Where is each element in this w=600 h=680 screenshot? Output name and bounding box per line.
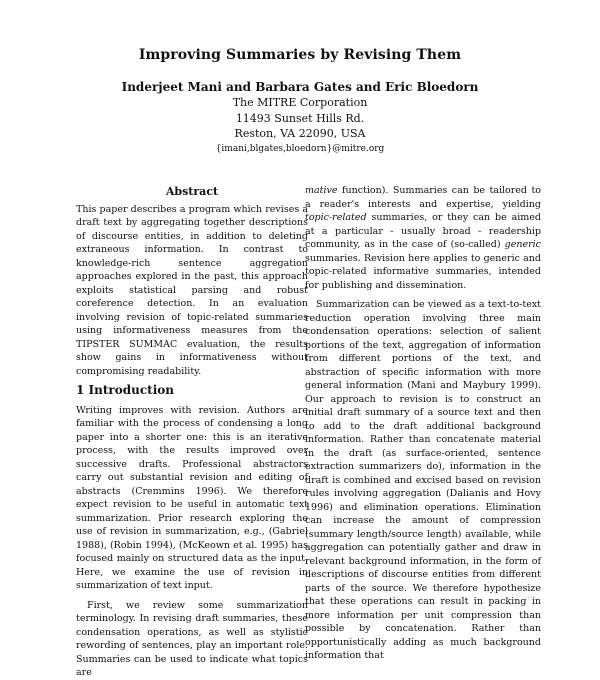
italic-generic: generic <box>504 239 541 250</box>
abstract-text: This paper describes a program which revises a draft text by aggregating together descriptions of discourse entities, in addition to deleting extraneous information. In contrast to knowledge-rich sentence aggregation approaches explored in the past, this approach exploits statistical parsing and robust coreference detection. In an evaluation involving revision of topic-related summaries using informativeness measures from the TIPSTER SUMMAC evaluation, the results show gains in informativeness without compromising readability. <box>76 203 308 377</box>
affiliation-city: Reston, VA 22090, USA <box>234 127 366 140</box>
section-heading-introduction: 1 Introduction <box>76 383 174 397</box>
right-p1-text-3: summaries. Revision here applies to generic and topic-related informative summaries, intended for publishing and dissemination. <box>305 252 541 291</box>
italic-topic-related: topic-related <box>305 212 367 223</box>
right-p1-text-1: function). Summaries can be tailored to a reader's interests and expertise, yielding <box>305 185 541 210</box>
right-paragraph-1 <box>305 184 541 292</box>
intro-paragraph-2: First, we review some summarization terminology. In revising draft summaries, these condensation operations, as well as stylistic rewording of sentences, play an important role. Summaries can be used to indicate what topics are <box>76 599 308 678</box>
right-paragraph-2: Summarization can be viewed as a text-to-text reduction operation involving three main condensation operations: selection of salient portions of the text, aggregation of information from different portions of the text, and abstraction of specific information with more general information (Mani and Maybury 1999). Our approach to revision is to construct an initial draft summary of a source text and then to add to the draft additional background information. Rather than concatenate material in the draft (as surface-oriented, sentence extraction summarizers do), information in the draft is combined and excised based on revision rules involving aggregation (Dalianis and Hovy 1996) and elimination operations. Elimination can increase the amount of compression (summary length/source length) available, while aggregation can potentially gather and draw in relevant background information, in the form of descriptions of discourse entities from different parts of the source. We therefore hypothesize that these operations can result in packing in more information per unit compression than possible by concatenation. Rather than opportunistically adding as much background information that <box>305 299 541 661</box>
right-p1-text-2: summaries, or they can be aimed at a particular - usually broad - readership community, as in the case of (so-called) <box>305 212 541 250</box>
left-column <box>76 185 308 680</box>
abstract-heading: Abstract <box>165 185 219 198</box>
affiliation-block <box>0 95 600 157</box>
author-list: Inderjeet Mani and Barbara Gates and Eric Bloedorn <box>121 80 479 94</box>
intro-paragraph-1: Writing improves with revision. Authors are familiar with the process of condensing a long paper into a shorter one: this is an iterative process, with the results improved over successive drafts. Professional abstractors carry out substantial revision and editing of abstracts (Cremmins 1996). We therefore expect revision to be useful in automatic text summarization. Prior research exploring the use of revision in summarization, e.g., (Gabriel 1988), (Robin 1994), (McKeown et al. 1995) has focused mainly on structured data as the input. Here, we examine the use of revision in summarization of text input. <box>76 404 308 591</box>
right-column <box>305 184 541 663</box>
paper-title: Improving Summaries by Revising Them <box>138 47 462 63</box>
affiliation-email: {imani,blgates,bloedorn}@mitre.org <box>215 143 385 154</box>
italic-mative: mative <box>305 185 338 196</box>
affiliation-street: 11493 Sunset Hills Rd. <box>235 111 365 125</box>
affiliation-org: The MITRE Corporation <box>232 96 368 109</box>
